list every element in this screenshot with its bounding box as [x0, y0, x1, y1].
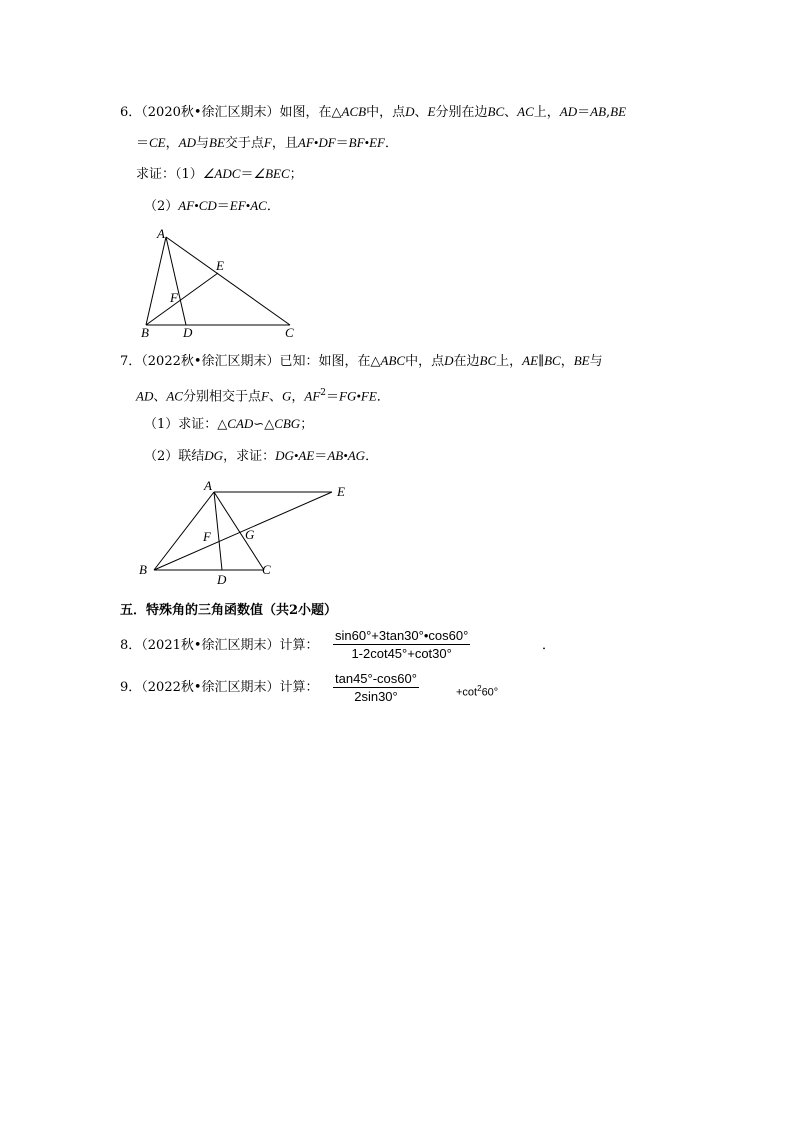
q7-math: CBG — [274, 416, 301, 431]
q7-sup: 2 — [320, 388, 326, 398]
q6-line-1 — [120, 104, 626, 121]
q6-math: AD — [178, 135, 196, 150]
q7-math: ABC — [380, 353, 406, 368]
q7-text: △ — [264, 417, 275, 432]
q6-math: ∠BEC — [253, 166, 290, 181]
q7-math: F — [261, 388, 269, 404]
q6-source: （2020秋•徐汇区期末） — [141, 105, 280, 120]
q7-text: ； — [300, 417, 314, 432]
q8-number: 8． — [120, 638, 142, 653]
q7-math: FG•FE — [339, 388, 377, 404]
q8-line — [120, 638, 319, 654]
q7-text: ∽ — [253, 417, 265, 432]
q7-text: 、 — [268, 389, 282, 405]
q6-text: ； — [289, 167, 303, 182]
q8-source: （2021秋•徐汇区期末） — [141, 638, 280, 653]
q8-label: 计算： — [279, 638, 319, 653]
q9-numerator: tan45°-cos60° — [335, 671, 417, 686]
q6-text: ＝ — [577, 105, 591, 120]
q9-tail-sup: 2 — [477, 684, 482, 693]
q6-math: AF•DF — [297, 135, 336, 150]
q8-end: ． — [542, 638, 556, 653]
q7-text: 已知：如图，在△ — [279, 354, 381, 369]
section-5-heading: 五．特殊角的三角函数值（共2小题） — [120, 603, 338, 618]
q7-source: （2022秋•徐汇区期末） — [141, 354, 280, 369]
q7-text: ，求证： — [223, 449, 276, 464]
q6-math: AD — [559, 104, 578, 119]
q6-seg-ad — [166, 237, 186, 325]
q7-math: G — [281, 388, 292, 404]
q6-math: F — [263, 135, 272, 150]
q8-denominator: 1-2cot45°+cot30° — [351, 646, 452, 661]
q7-line-2 — [136, 385, 390, 405]
q6-text: 中，点 — [366, 105, 406, 120]
q7-math: CAD — [227, 416, 254, 431]
q7-text: （1）求证：△ — [144, 417, 228, 432]
q7-math: BE — [573, 353, 590, 368]
q7-text: 在边 — [453, 354, 480, 369]
q6-text: 求证：（1） — [136, 167, 203, 182]
q9-source: （2022秋•徐汇区期末） — [141, 680, 280, 695]
q6-text: ＝ — [216, 199, 230, 214]
q8-numerator: sin60°+3tan30°•cos60° — [335, 628, 469, 643]
q9-tail-plus: +cot — [456, 686, 478, 699]
q7-seg-be — [154, 492, 332, 570]
q7-seg-ac — [214, 492, 264, 570]
q7-text: 中，点 — [405, 354, 445, 369]
q6-line-2 — [136, 135, 398, 152]
q7-math: BC — [544, 353, 561, 368]
q7-label-e: E — [337, 484, 345, 499]
q6-math: AC — [517, 104, 534, 119]
q6-label-d: D — [183, 325, 193, 340]
q6-label-b: B — [141, 325, 149, 340]
q6-math: AF•CD — [178, 198, 217, 213]
q7-text: （2）联结 — [144, 449, 205, 464]
q7-label-g: G — [245, 527, 255, 542]
q7-text: 与 — [589, 354, 603, 369]
q7-math: AE — [522, 353, 539, 368]
q8-fraction — [333, 628, 470, 661]
q6-text: 、 — [414, 105, 428, 120]
q9-tail-angle: 60° — [481, 686, 499, 699]
q7-text: ． — [376, 389, 390, 405]
q6-math: BE — [209, 135, 225, 150]
q6-math: CE — [149, 135, 166, 150]
q6-text: ＝ — [136, 136, 150, 151]
q7-math: BC — [479, 353, 497, 368]
q7-math: DG•AE — [275, 448, 315, 463]
q6-text: 与 — [196, 136, 210, 151]
q7-math: D — [444, 353, 454, 368]
q6-text: 、 — [504, 105, 518, 120]
q6-label-e: E — [216, 258, 224, 273]
q7-number: 7． — [120, 354, 142, 369]
q6-text: 分别在边 — [435, 105, 488, 120]
q9-number: 9． — [120, 680, 142, 695]
q6-label-c: C — [285, 325, 294, 340]
q7-label-b: B — [139, 562, 147, 577]
q6-math: ACB — [341, 104, 367, 119]
q6-text: 如图，在△ — [279, 105, 342, 120]
q7-part1-line — [144, 416, 313, 433]
q7-text: ∥ — [538, 354, 545, 369]
q7-math: AC — [166, 388, 183, 404]
q7-text: 上， — [496, 354, 523, 369]
q6-number: 6． — [120, 105, 142, 120]
q7-text: ＝ — [314, 449, 328, 464]
q7-text: 、 — [153, 389, 167, 405]
q7-math: AF — [304, 388, 321, 404]
q7-label-a: A — [204, 478, 212, 493]
q6-text: ＝ — [240, 167, 254, 182]
q6-math: AB — [590, 104, 607, 119]
q6-text: ． — [385, 136, 399, 151]
q7-text: ， — [560, 354, 574, 369]
q7-seg-ad — [214, 492, 222, 570]
q6-text: 交于点 — [224, 136, 264, 151]
q9-tail — [456, 681, 498, 701]
q7-label-f: F — [203, 529, 211, 544]
q6-text: ＝ — [335, 136, 349, 151]
q9-denominator: 2sin30° — [354, 689, 398, 704]
q6-math: BE — [610, 104, 627, 119]
q7-label-d: D — [217, 572, 227, 587]
q6-seg-ac — [166, 237, 290, 325]
q6-label-f: F — [170, 290, 178, 305]
q6-seg-ab — [146, 237, 166, 325]
q6-text: , — [606, 105, 611, 120]
q7-math: DG — [204, 448, 224, 463]
q7-part2-line — [144, 448, 378, 465]
q7-text: ＝ — [326, 389, 340, 405]
q7-math: AD — [136, 388, 154, 404]
q6-math: EF•AC — [229, 198, 267, 213]
q9-label: 计算： — [279, 680, 319, 695]
q6-math: E — [427, 104, 436, 119]
q7-label-c: C — [262, 562, 271, 577]
q6-text: ，且 — [271, 136, 298, 151]
q6-prove-line — [136, 166, 303, 183]
q9-fraction — [333, 671, 419, 704]
q6-math: BC — [487, 104, 505, 119]
q6-figure — [130, 222, 310, 344]
q6-part2-line — [144, 198, 280, 215]
q6-math: BF•EF — [348, 135, 385, 150]
q7-text: 分别相交于点 — [182, 389, 261, 405]
q6-seg-be — [146, 273, 218, 325]
q9-line — [120, 680, 319, 696]
q7-math: AB•AG — [327, 448, 366, 463]
q7-text: ． — [365, 449, 379, 464]
q6-math: ∠ADC — [202, 166, 241, 181]
q6-math: D — [405, 104, 415, 119]
q7-text: ， — [291, 389, 305, 405]
q6-text: ， — [165, 136, 179, 151]
q6-text: 上， — [533, 105, 560, 120]
q7-line-1 — [120, 353, 603, 370]
q6-label-a: A — [157, 226, 165, 241]
q7-figure — [130, 474, 360, 592]
q6-text: ． — [266, 199, 280, 214]
q6-text: （2） — [144, 199, 179, 214]
